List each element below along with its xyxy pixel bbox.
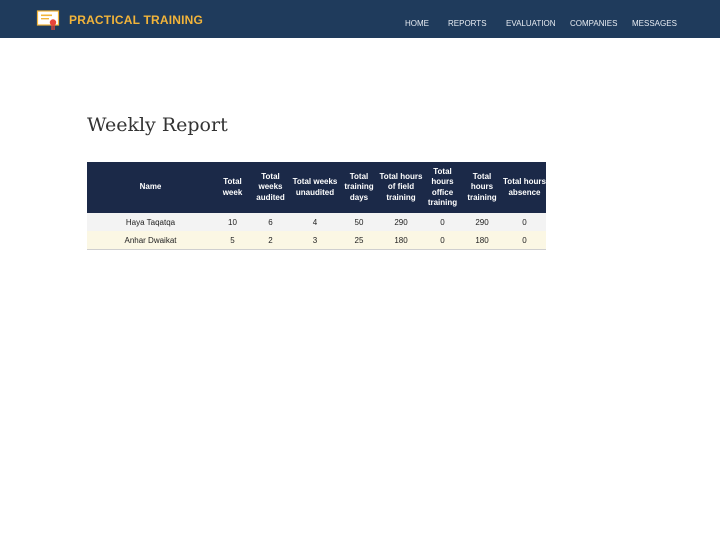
table-header-row: [87, 162, 546, 213]
table-row[interactable]: [87, 231, 546, 250]
cell-weeks-audited: 2: [251, 231, 290, 250]
cell-training-hours: 180: [461, 231, 503, 250]
table-row[interactable]: [87, 213, 546, 231]
nav-messages[interactable]: MESSAGES: [632, 19, 677, 28]
cell-absence-hours: 0: [503, 213, 546, 231]
cell-office-hours: 0: [424, 231, 461, 250]
cell-absence-hours: 0: [503, 231, 546, 250]
col-header-field-hours: Total hours of field training: [378, 162, 424, 213]
col-header-training-hours: Total hours training: [461, 162, 503, 213]
cell-field-hours: 180: [378, 231, 424, 250]
cell-name: Haya Taqatqa: [87, 213, 214, 231]
nav-evaluation[interactable]: EVALUATION: [506, 19, 556, 28]
page-title: Weekly Report: [87, 114, 228, 136]
cell-total-week: 5: [214, 231, 251, 250]
nav-reports[interactable]: REPORTS: [448, 19, 487, 28]
brand-name[interactable]: PRACTICAL TRAINING: [69, 13, 204, 27]
nav-companies[interactable]: COMPANIES: [570, 19, 618, 28]
cell-training-days: 25: [340, 231, 378, 250]
col-header-total-week: Total week: [214, 162, 251, 213]
cell-training-hours: 290: [461, 213, 503, 231]
certificate-icon: [37, 10, 59, 31]
cell-office-hours: 0: [424, 213, 461, 231]
cell-weeks-audited: 6: [251, 213, 290, 231]
col-header-training-days: Total training days: [340, 162, 378, 213]
cell-training-days: 50: [340, 213, 378, 231]
cell-name: Anhar Dwaikat: [87, 231, 214, 250]
col-header-weeks-unaudited: Total weeks unaudited: [290, 162, 340, 213]
col-header-name: Name: [87, 162, 214, 213]
col-header-weeks-audited: Total weeks audited: [251, 162, 290, 213]
nav-home[interactable]: HOME: [405, 19, 429, 28]
cell-weeks-unaudited: 4: [290, 213, 340, 231]
col-header-office-hours: Total hours office training: [424, 162, 461, 213]
cell-weeks-unaudited: 3: [290, 231, 340, 250]
cell-total-week: 10: [214, 213, 251, 231]
weekly-report-table: [87, 162, 546, 250]
cell-field-hours: 290: [378, 213, 424, 231]
top-navbar: [0, 0, 720, 38]
col-header-absence-hours: Total hours absence: [503, 162, 546, 213]
